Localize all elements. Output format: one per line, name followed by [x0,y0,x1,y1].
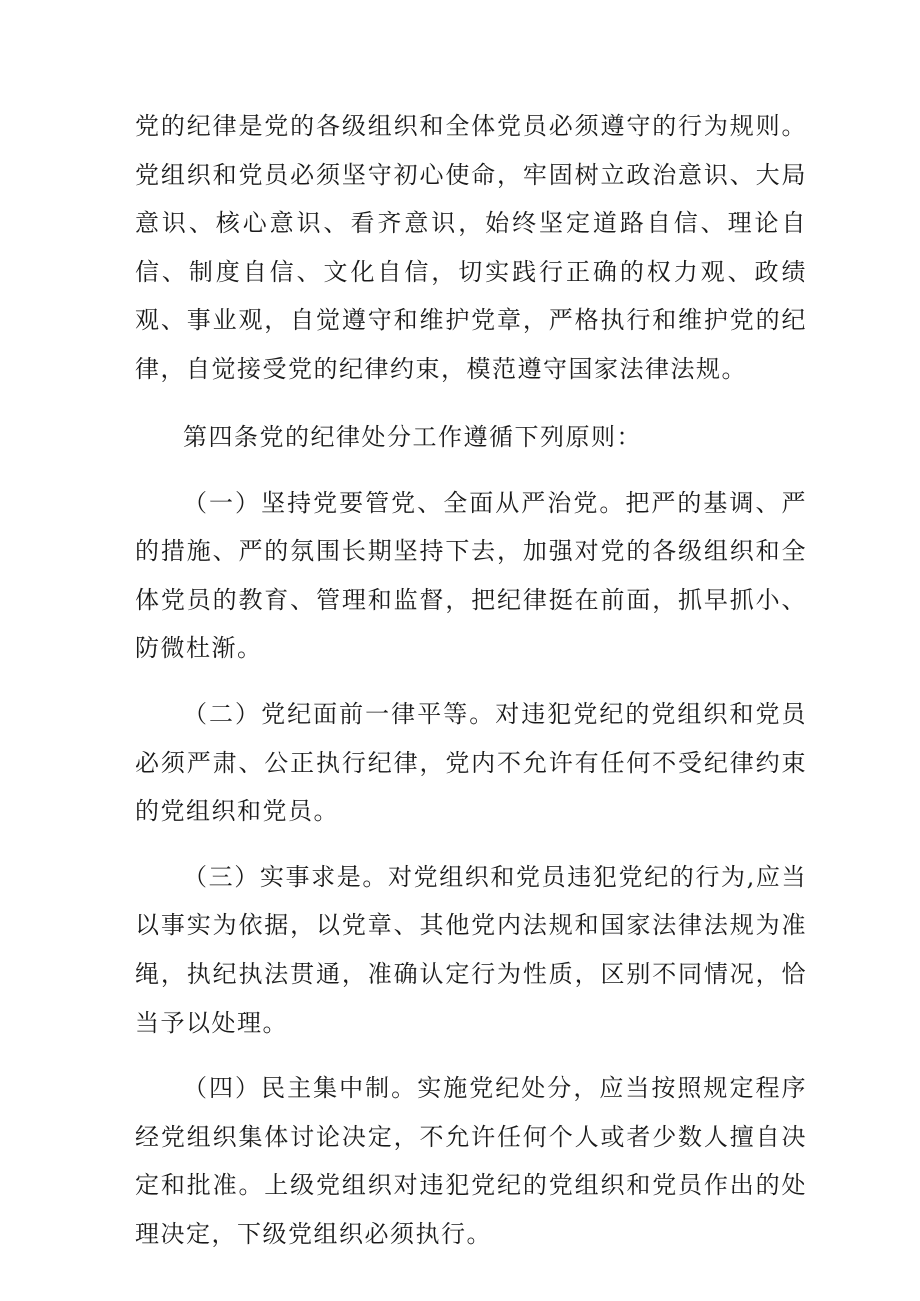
paragraph-principle-two: （二）党纪面前一律平等。对违犯党纪的党组织和党员必须严肃、公正执行纪律，党内不允许有任何不受纪律约束的党组织和党员。 [135,699,807,826]
paragraph-party-discipline-rules: 党的纪律是党的各级组织和全体党员必须遵守的行为规则。党组织和党员必须坚守初心使命，牢固树立政治意识、大局意识、核心意识、看齐意识，始终坚定道路自信、理论自信、制度自信、文化自信，切实践行正确的权力观、政绩观、事业观，自觉遵守和维护党章，严格执行和维护党的纪律，自觉接受党的纪律约束，模范遵守国家法律法规。 [135,112,807,383]
opening-section [135,102,807,394]
paragraph-principle-one: （一）坚持党要管党、全面从严治党。把严的基调、严的措施、严的氛围长期坚持下去，加强对党的各级组织和全体党员的教育、管理和监督，把纪律挺在前面，抓早抓小、防微杜渐。 [135,488,807,663]
paragraph-article-four-heading: 第四条党的纪律处分工作遵循下列原则： [183,423,642,451]
paragraph-principle-three: （三）实事求是。对党组织和党员违犯党纪的行为,应当以事实为依据，以党章、其他党内法规和国家法律法规为准绳，执纪执法贯通，准确认定行为性质，区别不同情况，恰当予以处理。 [135,862,807,1037]
paragraph-principle-four: （四）民主集中制。实施党纪处分，应当按照规定程序经党组织集体讨论决定，不允许任何个人或者少数人擅自决定和批准。上级党组织对违犯党纪的党组织和党员作出的处理决定，下级党组织必须执行。 [135,1074,807,1248]
article-four-section [135,413,807,1259]
